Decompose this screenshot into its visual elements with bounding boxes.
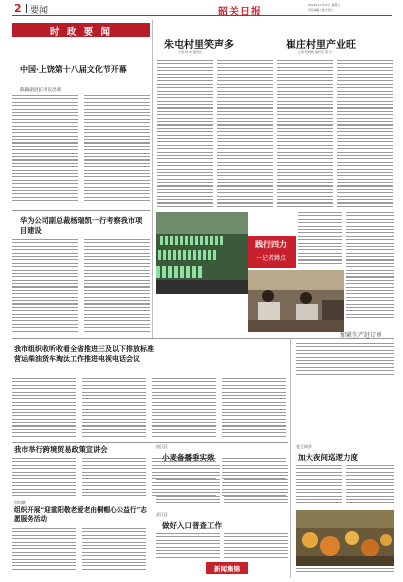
- article-title: 我市举行跨境贸易政策宣讲会: [14, 445, 108, 454]
- article-body: [82, 528, 146, 572]
- editor-line: 责任编辑 / 版式设计: [308, 8, 334, 12]
- article-body: [84, 95, 150, 205]
- article-kicker: 浈江区: [156, 444, 168, 449]
- header-rule: [12, 15, 392, 16]
- article-kicker: 武江区: [156, 512, 168, 517]
- feature-title-left: 朱屯村里笑声多: [164, 40, 234, 51]
- article-title: 中国·上饶第十八届文化节开幕: [20, 64, 127, 74]
- section-name: 要闻: [30, 6, 49, 16]
- article-divider: [12, 210, 150, 211]
- page-number: 2: [14, 2, 22, 15]
- article-body: [224, 533, 288, 561]
- feature-photo-workers: [248, 270, 344, 332]
- photo-caption: 加紧生产赶订单: [340, 332, 383, 339]
- article-body: [82, 458, 146, 498]
- feature-body: [157, 60, 213, 210]
- article-body: [224, 465, 288, 507]
- article-body: [84, 239, 150, 334]
- article-title: 华为公司副总裁杨瑞凯一行考察我市项目建设: [20, 216, 143, 235]
- article-title: 组织开展“迎重阳敬老爱老由桐帽心公益行”志愿服务活动: [14, 506, 147, 523]
- news-digest-label: [206, 562, 248, 574]
- section-banner: [12, 23, 150, 37]
- page-header: [0, 0, 403, 16]
- article-title: 加大夜间巡逻力度: [298, 453, 358, 462]
- article-body: [152, 378, 216, 440]
- feature-byline-right: 记者 陈晓帆 通讯员 周 宁: [298, 50, 332, 54]
- feature-body: [277, 60, 333, 210]
- column-divider: [152, 20, 153, 338]
- article-body: [12, 95, 78, 205]
- article-body: [12, 458, 76, 498]
- article-body: [296, 465, 342, 507]
- feature-body: [298, 212, 342, 268]
- article-body: [82, 378, 146, 440]
- photo-caption-body: [296, 568, 394, 578]
- feature-photo-factory: [156, 212, 248, 294]
- article-title: 小麦备播垂实效: [162, 453, 215, 462]
- stamp-line-2: 一记者蹲点: [255, 255, 286, 262]
- photo-caption-body: [296, 343, 394, 379]
- column-divider: [290, 338, 291, 578]
- article-subtitle: 陈颖副县长市长出席: [20, 88, 62, 93]
- stamp-line-1: 践行四力: [255, 240, 287, 249]
- section-divider: [26, 4, 27, 13]
- feature-title-right: 崔庄村里产业旺: [286, 40, 356, 51]
- article-body: [12, 378, 76, 440]
- news-digest-text: 新闻集锦: [214, 564, 240, 573]
- feature-body: [337, 60, 393, 210]
- feature-divider: [154, 338, 394, 339]
- series-stamp: [246, 236, 296, 268]
- article-body: [222, 378, 286, 440]
- article-kicker: 老王同乡: [296, 444, 312, 449]
- article-divider: [12, 442, 288, 443]
- date-line: 2019年11月22日 星期五: [308, 3, 340, 7]
- feature-body: [346, 212, 394, 322]
- article-body: [12, 528, 76, 572]
- banner-text: 时 政 要 闻: [50, 27, 112, 38]
- article-title: 我市组织收听收看全省推进三及以下排放标准营运柴油货车淘汰工作推进电视电话会议: [14, 344, 154, 363]
- article-body: [12, 239, 78, 334]
- article-body: [156, 465, 220, 507]
- article-body: [346, 465, 394, 507]
- article-body: [156, 533, 220, 561]
- article-title: 做好入口普查工作: [162, 521, 222, 530]
- article-kicker: 市妇联: [14, 500, 26, 505]
- feature-byline-left: 记者 刘 伟 通讯员: [178, 50, 202, 54]
- feature-body: [217, 60, 273, 210]
- masthead: 韶关日报: [218, 7, 262, 18]
- news-photo-garden: [296, 510, 394, 566]
